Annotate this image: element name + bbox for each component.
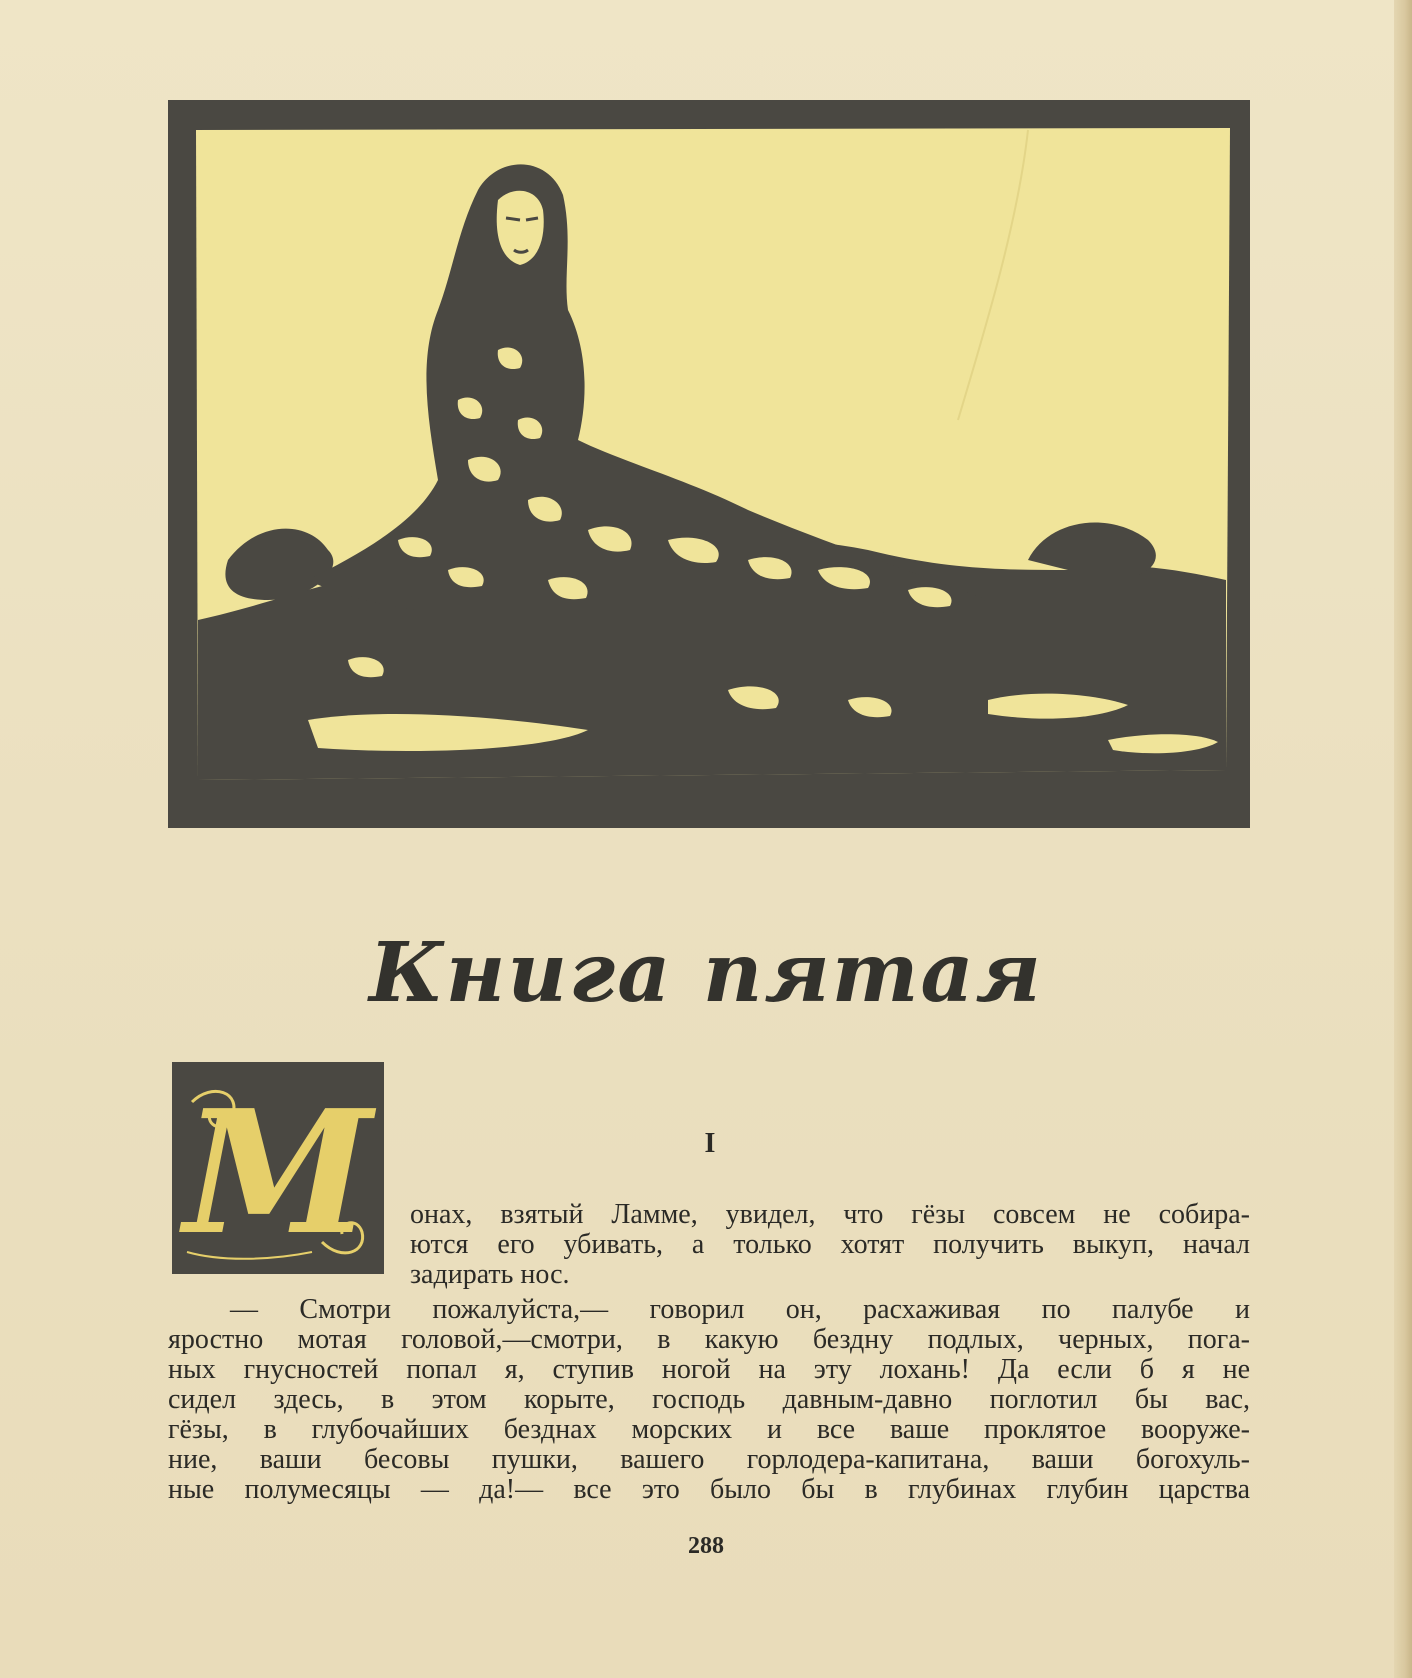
chapter-heading: Книга пятая xyxy=(369,925,1043,1021)
chapter-illustration xyxy=(168,100,1250,828)
text-line: ных гнусностей попал я, ступив ногой на эту лохань! Да если б я не xyxy=(168,1354,1250,1385)
text-line: яростно мотая головой,—смотри, в какую бездну подлых, черных, пога- xyxy=(168,1324,1250,1355)
page-number: 288 xyxy=(688,1533,724,1559)
text-line: ные полумесяцы — да!— все это было бы в глубинах глубин царства xyxy=(168,1474,1250,1505)
drop-cap-letter: М xyxy=(183,1073,373,1273)
text-line: задирать нос. xyxy=(410,1259,570,1290)
text-line: — Смотри пожалуйста,— говорил он, расхаживая по палубе и xyxy=(230,1294,1250,1325)
chapter-number: I xyxy=(704,1128,716,1159)
text-line: гёзы, в глубочайших безднах морских и все ваше проклятое вооруже- xyxy=(168,1414,1250,1445)
text-line: ются его убивать, а только хотят получить выкуп, начал xyxy=(410,1229,1250,1260)
drop-cap-initial xyxy=(172,1062,384,1274)
text-line: ние, ваши бесовы пушки, вашего горлодера-капитана, ваши богохуль- xyxy=(168,1444,1250,1475)
text-line: сидел здесь, в этом корыте, господь давным-давно поглотил бы вас, xyxy=(168,1384,1250,1415)
text-line: онах, взятый Ламме, увидел, что гёзы совсем не собира- xyxy=(410,1199,1250,1230)
page-edge xyxy=(1394,0,1412,1678)
